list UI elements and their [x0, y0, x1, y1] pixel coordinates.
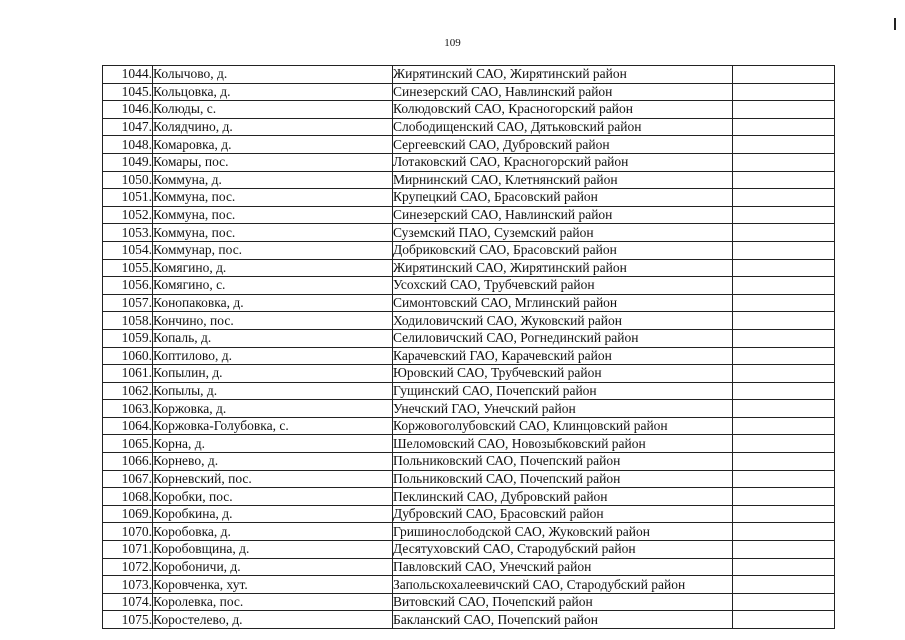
- row-number: 1061.: [103, 365, 153, 383]
- table-row: [103, 136, 835, 154]
- table-row: [103, 417, 835, 435]
- settlement-name: Кольцовка, д.: [153, 83, 393, 101]
- empty-cell: [733, 224, 835, 242]
- administrative-unit: Лотаковский САО, Красногорский район: [393, 153, 733, 171]
- administrative-unit: Слободищенский САО, Дятьковский район: [393, 118, 733, 136]
- empty-cell: [733, 277, 835, 295]
- empty-cell: [733, 593, 835, 611]
- settlement-name: Комягино, д.: [153, 259, 393, 277]
- empty-cell: [733, 189, 835, 207]
- row-number: 1047.: [103, 118, 153, 136]
- settlement-name: Корна, д.: [153, 435, 393, 453]
- empty-cell: [733, 136, 835, 154]
- settlement-name: Коржовка-Голубовка, с.: [153, 417, 393, 435]
- table-body: [103, 66, 835, 629]
- administrative-unit: Гришинослободской САО, Жуковский район: [393, 523, 733, 541]
- administrative-unit: Усохский САО, Трубчевский район: [393, 277, 733, 295]
- table-row: [103, 277, 835, 295]
- row-number: 1051.: [103, 189, 153, 207]
- settlements-table: [102, 65, 835, 629]
- administrative-unit: Сергеевский САО, Дубровский район: [393, 136, 733, 154]
- administrative-unit: Бакланский САО, Почепский район: [393, 611, 733, 629]
- administrative-unit: Синезерский САО, Навлинский район: [393, 83, 733, 101]
- empty-cell: [733, 470, 835, 488]
- empty-cell: [733, 206, 835, 224]
- settlement-name: Коростелево, д.: [153, 611, 393, 629]
- row-number: 1075.: [103, 611, 153, 629]
- table-row: [103, 118, 835, 136]
- table-row: [103, 488, 835, 506]
- administrative-unit: Дубровский САО, Брасовский район: [393, 505, 733, 523]
- table-row: [103, 347, 835, 365]
- settlement-name: Копылин, д.: [153, 365, 393, 383]
- administrative-unit: Польниковский САО, Почепский район: [393, 453, 733, 471]
- settlement-name: Кончино, пос.: [153, 312, 393, 330]
- table-row: [103, 400, 835, 418]
- table-row: [103, 329, 835, 347]
- empty-cell: [733, 329, 835, 347]
- table-row: [103, 171, 835, 189]
- administrative-unit: Шеломовский САО, Новозыбковский район: [393, 435, 733, 453]
- row-number: 1054.: [103, 241, 153, 259]
- table-row: [103, 259, 835, 277]
- administrative-unit: Симонтовский САО, Мглинский район: [393, 294, 733, 312]
- table-row: [103, 523, 835, 541]
- empty-cell: [733, 365, 835, 383]
- administrative-unit: Польниковский САО, Почепский район: [393, 470, 733, 488]
- table-row: [103, 505, 835, 523]
- settlement-name: Коммуна, пос.: [153, 224, 393, 242]
- administrative-unit: Гущинский САО, Почепский район: [393, 382, 733, 400]
- table-row: [103, 453, 835, 471]
- administrative-unit: Витовский САО, Почепский район: [393, 593, 733, 611]
- settlement-name: Колюды, с.: [153, 101, 393, 119]
- table-row: [103, 435, 835, 453]
- row-number: 1046.: [103, 101, 153, 119]
- administrative-unit: Суземский ПАО, Суземский район: [393, 224, 733, 242]
- empty-cell: [733, 611, 835, 629]
- table-row: [103, 558, 835, 576]
- settlement-name: Корневский, пос.: [153, 470, 393, 488]
- table-row: [103, 83, 835, 101]
- administrative-unit: Юровский САО, Трубчевский район: [393, 365, 733, 383]
- empty-cell: [733, 541, 835, 559]
- row-number: 1055.: [103, 259, 153, 277]
- empty-cell: [733, 294, 835, 312]
- empty-cell: [733, 66, 835, 84]
- administrative-unit: Павловский САО, Унечский район: [393, 558, 733, 576]
- empty-cell: [733, 259, 835, 277]
- row-number: 1049.: [103, 153, 153, 171]
- table-row: [103, 365, 835, 383]
- table-row: [103, 189, 835, 207]
- row-number: 1053.: [103, 224, 153, 242]
- settlement-name: Коммунар, пос.: [153, 241, 393, 259]
- empty-cell: [733, 312, 835, 330]
- row-number: 1068.: [103, 488, 153, 506]
- row-number: 1058.: [103, 312, 153, 330]
- settlement-name: Коммуна, пос.: [153, 189, 393, 207]
- administrative-unit: Пеклинский САО, Дубровский район: [393, 488, 733, 506]
- administrative-unit: Жирятинский САО, Жирятинский район: [393, 66, 733, 84]
- empty-cell: [733, 453, 835, 471]
- administrative-unit: Колюдовский САО, Красногорский район: [393, 101, 733, 119]
- row-number: 1069.: [103, 505, 153, 523]
- empty-cell: [733, 558, 835, 576]
- row-number: 1062.: [103, 382, 153, 400]
- administrative-unit: Крупецкий САО, Брасовский район: [393, 189, 733, 207]
- row-number: 1044.: [103, 66, 153, 84]
- row-number: 1045.: [103, 83, 153, 101]
- settlement-name: Копылы, д.: [153, 382, 393, 400]
- settlement-name: Королевка, пос.: [153, 593, 393, 611]
- table-row: [103, 382, 835, 400]
- administrative-unit: Мирнинский САО, Клетнянский район: [393, 171, 733, 189]
- page-number: 109: [444, 37, 461, 49]
- row-number: 1073.: [103, 576, 153, 594]
- administrative-unit: Запольскохалеевичский САО, Стародубский район: [393, 576, 733, 594]
- row-number: 1056.: [103, 277, 153, 295]
- settlement-name: Коммуна, д.: [153, 171, 393, 189]
- settlement-name: Коробки, пос.: [153, 488, 393, 506]
- settlement-name: Колядчино, д.: [153, 118, 393, 136]
- row-number: 1070.: [103, 523, 153, 541]
- table-row: [103, 312, 835, 330]
- row-number: 1067.: [103, 470, 153, 488]
- row-number: 1059.: [103, 329, 153, 347]
- row-number: 1064.: [103, 417, 153, 435]
- table-row: [103, 241, 835, 259]
- settlement-name: Комягино, с.: [153, 277, 393, 295]
- row-number: 1063.: [103, 400, 153, 418]
- row-number: 1071.: [103, 541, 153, 559]
- settlement-name: Комары, пос.: [153, 153, 393, 171]
- margin-mark: [894, 18, 896, 30]
- row-number: 1050.: [103, 171, 153, 189]
- row-number: 1060.: [103, 347, 153, 365]
- empty-cell: [733, 435, 835, 453]
- row-number: 1057.: [103, 294, 153, 312]
- settlement-name: Коробоничи, д.: [153, 558, 393, 576]
- administrative-unit: Ходиловичский САО, Жуковский район: [393, 312, 733, 330]
- empty-cell: [733, 400, 835, 418]
- administrative-unit: Добриковский САО, Брасовский район: [393, 241, 733, 259]
- settlement-name: Коробовщина, д.: [153, 541, 393, 559]
- row-number: 1048.: [103, 136, 153, 154]
- administrative-unit: Десятуховский САО, Стародубский район: [393, 541, 733, 559]
- settlement-name: Комаровка, д.: [153, 136, 393, 154]
- settlement-name: Коровченка, хут.: [153, 576, 393, 594]
- table-row: [103, 206, 835, 224]
- settlement-name: Конопаковка, д.: [153, 294, 393, 312]
- settlement-name: Коржовка, д.: [153, 400, 393, 418]
- administrative-unit: Синезерский САО, Навлинский район: [393, 206, 733, 224]
- table-row: [103, 470, 835, 488]
- empty-cell: [733, 505, 835, 523]
- row-number: 1065.: [103, 435, 153, 453]
- table-row: [103, 153, 835, 171]
- empty-cell: [733, 382, 835, 400]
- row-number: 1074.: [103, 593, 153, 611]
- row-number: 1066.: [103, 453, 153, 471]
- settlement-name: Корнево, д.: [153, 453, 393, 471]
- administrative-unit: Селиловичский САО, Рогнединский район: [393, 329, 733, 347]
- empty-cell: [733, 347, 835, 365]
- row-number: 1052.: [103, 206, 153, 224]
- empty-cell: [733, 241, 835, 259]
- table-row: [103, 593, 835, 611]
- empty-cell: [733, 83, 835, 101]
- table-row: [103, 224, 835, 242]
- table-row: [103, 294, 835, 312]
- administrative-unit: Жирятинский САО, Жирятинский район: [393, 259, 733, 277]
- table-row: [103, 576, 835, 594]
- empty-cell: [733, 153, 835, 171]
- empty-cell: [733, 101, 835, 119]
- table-row: [103, 101, 835, 119]
- administrative-unit: Карачевский ГАО, Карачевский район: [393, 347, 733, 365]
- empty-cell: [733, 523, 835, 541]
- empty-cell: [733, 171, 835, 189]
- table-row: [103, 66, 835, 84]
- settlement-name: Копаль, д.: [153, 329, 393, 347]
- empty-cell: [733, 118, 835, 136]
- settlement-name: Коптилово, д.: [153, 347, 393, 365]
- administrative-unit: Унечский ГАО, Унечский район: [393, 400, 733, 418]
- row-number: 1072.: [103, 558, 153, 576]
- table-row: [103, 541, 835, 559]
- settlement-name: Коробкина, д.: [153, 505, 393, 523]
- administrative-unit: Коржовоголубовский САО, Клинцовский район: [393, 417, 733, 435]
- settlement-name: Колычово, д.: [153, 66, 393, 84]
- settlement-name: Коммуна, пос.: [153, 206, 393, 224]
- settlement-name: Коробовка, д.: [153, 523, 393, 541]
- empty-cell: [733, 488, 835, 506]
- empty-cell: [733, 417, 835, 435]
- empty-cell: [733, 576, 835, 594]
- table-row: [103, 611, 835, 629]
